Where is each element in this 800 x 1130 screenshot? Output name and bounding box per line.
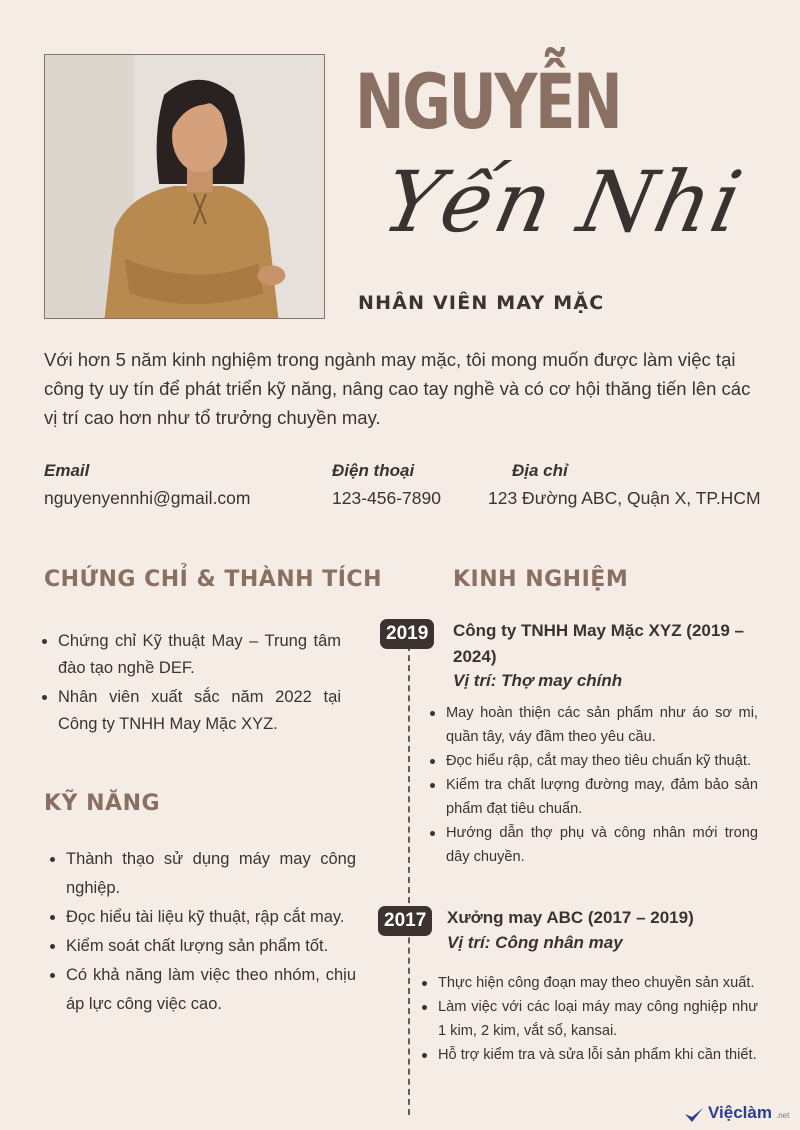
list-item: Thành thạo sử dụng máy may công nghiệp.: [44, 845, 356, 903]
surname: NGUYỄN: [355, 57, 621, 146]
list-item: Đọc hiểu rập, cắt may theo tiêu chuẩn kỹ thuật.: [424, 749, 758, 773]
list-item: Hướng dẫn thợ phụ và công nhân mới trong dây chuyền.: [424, 821, 758, 869]
job-position: Vị trí: Công nhân may: [447, 933, 623, 952]
vieclam-logo: [684, 1103, 789, 1123]
address-value: 123 Đường ABC, Quận X, TP.HCM: [488, 488, 761, 508]
profile-photo: [44, 54, 325, 319]
experience-title: KINH NGHIỆM: [453, 567, 629, 592]
list-item: Kiểm tra chất lượng đường may, đảm bảo sản phẩm đạt tiêu chuẩn.: [424, 773, 758, 821]
list-item: Nhân viên xuất sắc năm 2022 tại Công ty TNHH May Mặc XYZ.: [36, 684, 341, 738]
career-summary: Với hơn 5 năm kinh nghiệm trong ngành may mặc, tôi mong muốn được làm việc tại công ty uy tín để phát triển kỹ năng, nâng cao tay nghề và có cơ hội thăng tiến lên các vị trí cao hơn như tổ trưởng chuyền may.: [44, 349, 751, 428]
company-name: Công ty TNHH May Mặc XYZ (2019 – 2024): [453, 621, 744, 666]
job-duties-list: [424, 701, 758, 869]
email-value: nguyenyennhi@gmail.com: [44, 488, 251, 508]
company-name: Xưởng may ABC (2017 – 2019): [447, 908, 694, 927]
list-item: Làm việc với các loại máy may công nghiệp như 1 kim, 2 kim, vắt sổ, kansai.: [416, 995, 758, 1043]
checkmark-icon: [684, 1107, 704, 1123]
list-item: Thực hiện công đoạn may theo chuyền sản xuất.: [416, 971, 758, 995]
given-name: Yến Nhi: [374, 153, 752, 251]
certificates-list: [36, 628, 341, 738]
email-label: Email: [44, 461, 90, 480]
job-position: Vị trí: Thợ may chính: [453, 671, 623, 690]
list-item: Đọc hiểu tài liệu kỹ thuật, rập cắt may.: [44, 903, 356, 932]
phone-value: 123-456-7890: [332, 488, 441, 508]
skills-title: KỸ NĂNG: [44, 791, 161, 816]
year-badge: 2019: [380, 619, 434, 649]
logo-suffix: .net: [775, 1111, 790, 1120]
list-item: Có khả năng làm việc theo nhóm, chịu áp lực công việc cao.: [44, 961, 356, 1019]
timeline-line: [408, 645, 410, 1115]
logo-text: Việclàm: [708, 1103, 772, 1122]
address-label: Địa chỉ: [512, 461, 568, 480]
job-duties-list: [416, 971, 758, 1067]
phone-label: Điện thoại: [332, 461, 415, 480]
skills-list: [44, 845, 356, 1019]
certificates-title: CHỨNG CHỈ & THÀNH TÍCH: [44, 567, 382, 592]
portrait-image: [45, 55, 324, 318]
year-badge: 2017: [378, 906, 432, 936]
list-item: Hỗ trợ kiểm tra và sửa lỗi sản phẩm khi cần thiết.: [416, 1043, 758, 1067]
list-item: May hoàn thiện các sản phẩm như áo sơ mi, quần tây, váy đầm theo yêu cầu.: [424, 701, 758, 749]
list-item: Chứng chỉ Kỹ thuật May – Trung tâm đào tạo nghề DEF.: [36, 628, 341, 682]
list-item: Kiểm soát chất lượng sản phẩm tốt.: [44, 932, 356, 961]
job-title: NHÂN VIÊN MAY MẶC: [358, 292, 605, 314]
